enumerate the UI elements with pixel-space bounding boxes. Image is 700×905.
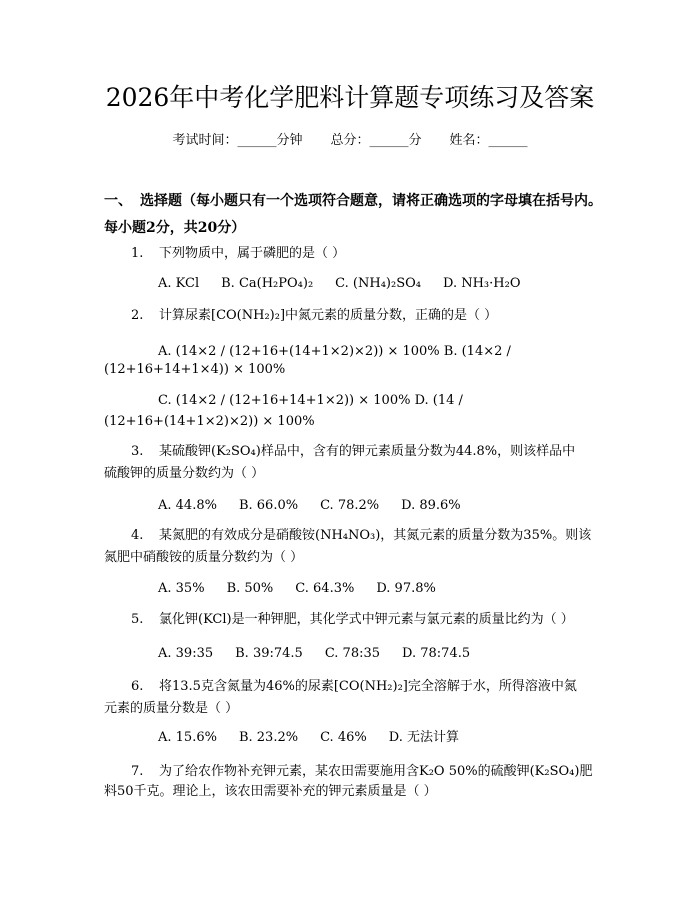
option-d: D. 无法计算 bbox=[388, 730, 459, 745]
option-a: A. KCl bbox=[158, 276, 200, 291]
question-number: 4. bbox=[131, 528, 144, 543]
page-title: 2026年中考化学肥料计算题专项练习及答案 bbox=[105, 83, 595, 112]
option-d: D. 78:74.5 bbox=[402, 646, 471, 661]
question-number: 7. bbox=[131, 764, 144, 779]
question-2-options-line2: (12+16+14+1×4)) × 100% bbox=[104, 362, 286, 377]
option-c: C. 46% bbox=[320, 730, 367, 745]
section-heading bbox=[104, 188, 604, 242]
question-6-options bbox=[158, 724, 481, 752]
option-b: B. 39:74.5 bbox=[235, 646, 303, 661]
question-5-options bbox=[158, 640, 492, 668]
question-1-options bbox=[158, 270, 542, 298]
question-stem: 氯化钾(KCl)是一种钾肥，其化学式中钾元素与氯元素的质量比约为（ ） bbox=[159, 612, 574, 627]
exam-meta bbox=[0, 131, 700, 151]
option-a: A. 15.6% bbox=[158, 730, 217, 745]
question-6-stem-line2: 元素的质量分数是（ ） bbox=[104, 701, 239, 716]
option-d: D. 97.8% bbox=[376, 581, 436, 596]
student-name: 姓名：______ bbox=[449, 133, 528, 148]
question-stem-line1: 为了给农作物补充钾元素，某农田需要施用含K₂O 50%的硫酸钾(K₂SO₄)肥 bbox=[159, 764, 593, 779]
option-d: D. 89.6% bbox=[401, 498, 461, 513]
question-number: 1. bbox=[131, 246, 144, 261]
option-c: C. 78:35 bbox=[324, 646, 381, 661]
question-2 bbox=[131, 302, 497, 330]
section-title-line1: 选择题（每小题只有一个选项符合题意，请将正确选项的字母填在括号内。 bbox=[140, 193, 602, 209]
question-number: 3. bbox=[131, 444, 144, 459]
question-stem: 计算尿素[CO(NH₂)₂]中氮元素的质量分数，正确的是（ ） bbox=[159, 308, 498, 323]
section-number: 一、 bbox=[104, 193, 132, 209]
option-a: A. 39:35 bbox=[158, 646, 214, 661]
option-b: B. 50% bbox=[226, 581, 274, 596]
option-c: C. 64.3% bbox=[295, 581, 355, 596]
option-a: A. 44.8% bbox=[158, 498, 217, 513]
question-stem-line1: 将13.5克含氮量为46%的尿素[CO(NH₂)₂]完全溶解于水，所得溶液中氮 bbox=[159, 679, 577, 694]
question-stem: 下列物质中，属于磷肥的是（ ） bbox=[159, 246, 346, 261]
question-4-stem-line2: 氮肥中硝酸铵的质量分数约为（ ） bbox=[104, 550, 304, 565]
question-4-options bbox=[158, 575, 458, 603]
option-b: B. 66.0% bbox=[238, 498, 299, 513]
question-2-options-line3: C. (14×2 / (12+16+14+1×2)) × 100% D. (14 / bbox=[158, 393, 463, 408]
question-3-stem-line2: 硫酸钾的质量分数约为（ ） bbox=[104, 466, 265, 481]
option-b: B. 23.2% bbox=[238, 730, 299, 745]
exam-time: 考试时间：______分钟 bbox=[172, 133, 303, 148]
question-3-options bbox=[158, 492, 483, 520]
question-1 bbox=[131, 240, 345, 268]
question-number: 2. bbox=[131, 308, 144, 323]
option-b: B. Ca(H₂PO₄)₂ bbox=[221, 276, 314, 291]
option-d: D. NH₃·H₂O bbox=[442, 276, 521, 291]
question-number: 5. bbox=[131, 612, 144, 627]
question-2-options-line1: A. (14×2 / (12+16+(14+1×2)×2)) × 100% B. (14×2 / bbox=[158, 344, 511, 359]
question-5 bbox=[131, 606, 574, 634]
option-c: C. (NH₄)₂SO₄ bbox=[335, 276, 421, 291]
question-stem-line1: 某硫酸钾(K₂SO₄)样品中，含有的钾元素质量分数为44.8%，则该样品中 bbox=[159, 444, 576, 459]
question-number: 6. bbox=[131, 679, 144, 694]
total-score: 总分：______分 bbox=[330, 133, 422, 148]
option-c: C. 78.2% bbox=[320, 498, 380, 513]
option-a: A. 35% bbox=[158, 581, 205, 596]
question-2-options-line4: (12+16+(14+1×2)×2)) × 100% bbox=[104, 414, 315, 429]
question-7-stem-line2: 料50千克。理论上，该农田需要补充的钾元素质量是（ ） bbox=[104, 784, 437, 799]
section-title-line2: 每小题2分，共20分） bbox=[104, 220, 246, 236]
question-stem-line1: 某氮肥的有效成分是硝酸铵(NH₄NO₃)，其氮元素的质量分数为35%。则该 bbox=[159, 528, 592, 543]
